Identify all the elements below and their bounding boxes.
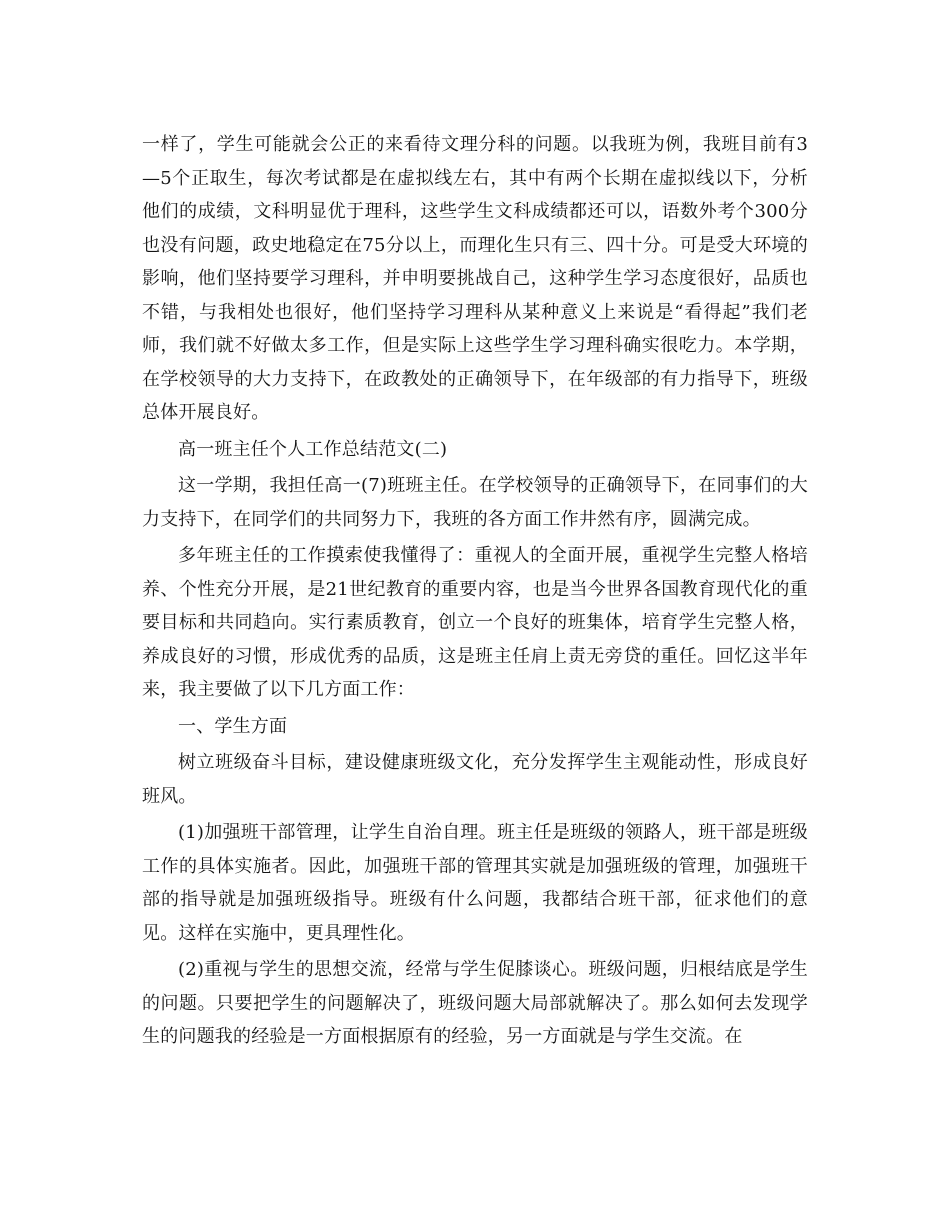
paragraph-item-1: (1)加强班干部管理，让学生自治自理。班主任是班级的领路人，班干部是班级工作的具体实施者。因此，加强班干部的管理其实就是加强班级的管理，加强班干部的指导就是加强班级指导。班级有什么问题，我都结合班干部，征求他们的意见。这样在实施中，更具理性化。 [142, 822, 808, 944]
subsection-heading: 一、学生方面 [178, 715, 288, 737]
paragraph-intro: 这一学期，我担任高一(7)班班主任。在学校领导的正确领导下，在同事们的大力支持下，在同学们的共同努力下，我班的各方面工作井然有序，圆满完成。 [142, 475, 808, 530]
paragraph-experience: 多年班主任的工作摸索使我懂得了：重视人的全面开展，重视学生完整人格培养、个性充分开展，是21世纪教育的重要内容，也是当今世界各国教育现代化的重要目标和共同趋向。实行素质教育，创立一个良好的班集体，培育学生完整人格，养成良好的习惯，形成优秀的品质，这是班主任肩上责无旁贷的重任。回忆这半年来，我主要做了以下几方面工作： [142, 545, 808, 700]
paragraph-item-2: (2)重视与学生的思想交流，经常与学生促膝谈心。班级问题，归根结底是学生的问题。只要把学生的问题解决了，班级问题大局部就解决了。那么如何去发现学生的问题我的经验是一方面根据原有的经验，另一方面就是与学生交流。在 [142, 959, 808, 1047]
paragraph-continuation: 一样了，学生可能就会公正的来看待文理分科的问题。以我班为例，我班目前有3—5个正取生，每次考试都是在虚拟线左右，其中有两个长期在虚拟线以下，分析他们的成绩，文科明显优于理科，这些学生文科成绩都还可以，语数外考个300分也没有问题，政史地稳定在75分以上，而理化生只有三、四十分。可是受大环境的影响，他们坚持要学习理科，并申明要挑战自己，这种学生学习态度很好，品质也不错，与我相处也很好，他们坚持学习理科从某种意义上来说是“看得起”我们老师，我们就不好做太多工作，但是实际上这些学生学习理科确实很吃力。本学期，在学校领导的大力支持下，在政教处的正确领导下，在年级部的有力指导下，班级总体开展良好。 [142, 134, 808, 423]
section-title: 高一班主任个人工作总结范文(二) [178, 438, 448, 460]
paragraph-goal: 树立班级奋斗目标，建设健康班级文化，充分发挥学生主观能动性，形成良好班风。 [142, 752, 808, 807]
document-body [142, 128, 808, 1057]
